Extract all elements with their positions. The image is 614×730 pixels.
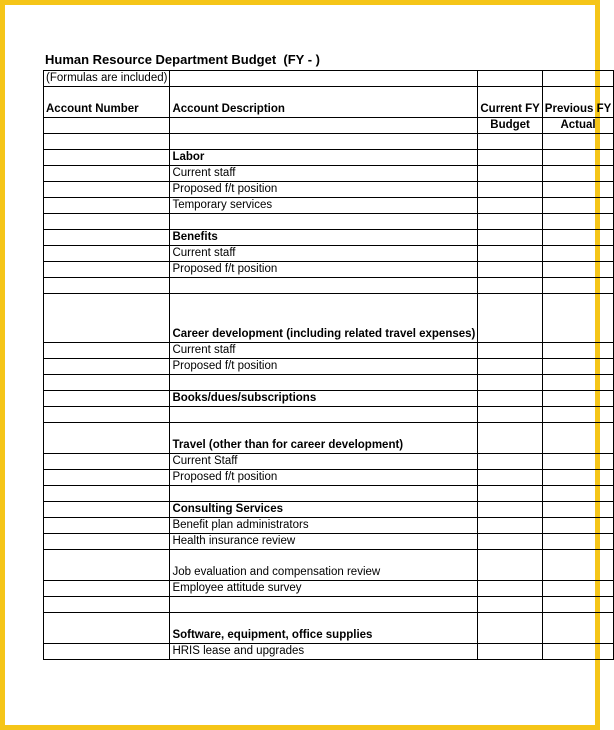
cell[interactable]	[44, 597, 170, 613]
table-row	[44, 278, 614, 294]
cell[interactable]	[478, 407, 542, 423]
cell[interactable]	[44, 644, 170, 660]
cell[interactable]	[478, 470, 542, 486]
cell[interactable]	[478, 278, 542, 294]
cell[interactable]	[44, 359, 170, 375]
cell[interactable]	[44, 118, 170, 134]
formulas-note[interactable]: (Formulas are included)	[44, 71, 170, 87]
cell[interactable]	[44, 550, 170, 581]
header-row	[44, 118, 614, 134]
cell[interactable]	[542, 294, 613, 343]
cell[interactable]	[44, 278, 170, 294]
table-row	[44, 581, 614, 597]
table-row	[44, 71, 614, 87]
cell[interactable]	[542, 391, 613, 407]
section-travel-label: Travel (other than for career development)	[172, 439, 404, 451]
table-row	[44, 359, 614, 375]
cell[interactable]	[478, 502, 542, 518]
cell[interactable]	[44, 423, 170, 454]
section-row	[44, 423, 614, 454]
cell[interactable]	[542, 134, 613, 150]
document-title: Human Resource Department Budget (FY - )	[45, 52, 320, 67]
table-row	[44, 166, 614, 182]
cell[interactable]	[44, 534, 170, 550]
cell[interactable]	[542, 230, 613, 246]
cell[interactable]	[542, 71, 613, 87]
table-row	[44, 486, 614, 502]
cell[interactable]	[542, 150, 613, 166]
cell[interactable]	[478, 454, 542, 470]
cell[interactable]	[542, 550, 613, 581]
cell[interactable]	[542, 581, 613, 597]
cell[interactable]	[542, 534, 613, 550]
cell[interactable]	[44, 198, 170, 214]
table-row	[44, 407, 614, 423]
cell[interactable]	[478, 375, 542, 391]
item-consulting-health[interactable]: Health insurance review	[170, 534, 478, 550]
cell[interactable]	[542, 407, 613, 423]
section-row	[44, 502, 614, 518]
item-benefits-proposed[interactable]: Proposed f/t position	[170, 262, 478, 278]
table-row	[44, 262, 614, 278]
header-budget: Budget	[478, 118, 542, 134]
cell[interactable]	[542, 166, 613, 182]
cell[interactable]	[478, 262, 542, 278]
cell[interactable]	[44, 486, 170, 502]
cell[interactable]	[44, 262, 170, 278]
section-consulting[interactable]: Consulting Services	[170, 502, 478, 518]
table-row	[44, 454, 614, 470]
cell[interactable]	[542, 182, 613, 198]
cell[interactable]	[44, 375, 170, 391]
cell[interactable]	[542, 454, 613, 470]
cell[interactable]	[478, 359, 542, 375]
header-row	[44, 87, 614, 118]
cell[interactable]	[478, 613, 542, 644]
cell[interactable]	[478, 534, 542, 550]
item-travel-proposed[interactable]: Proposed f/t position	[170, 470, 478, 486]
section-row	[44, 294, 614, 343]
cell[interactable]	[44, 502, 170, 518]
cell[interactable]	[542, 470, 613, 486]
table-row	[44, 134, 614, 150]
table-row	[44, 343, 614, 359]
cell[interactable]	[44, 182, 170, 198]
section-row	[44, 391, 614, 407]
item-consulting-benefit-plan[interactable]: Benefit plan administrators	[170, 518, 478, 534]
cell[interactable]	[478, 550, 542, 581]
cell[interactable]	[542, 343, 613, 359]
cell[interactable]	[478, 391, 542, 407]
cell[interactable]	[542, 486, 613, 502]
cell[interactable]	[170, 71, 478, 87]
cell[interactable]	[542, 423, 613, 454]
cell[interactable]	[170, 278, 478, 294]
cell[interactable]	[170, 407, 478, 423]
cell[interactable]	[542, 359, 613, 375]
cell[interactable]	[478, 246, 542, 262]
cell[interactable]	[44, 470, 170, 486]
section-row	[44, 150, 614, 166]
cell[interactable]	[542, 613, 613, 644]
budget-table	[43, 70, 614, 660]
cell[interactable]	[478, 71, 542, 87]
cell[interactable]	[478, 230, 542, 246]
table-row	[44, 214, 614, 230]
cell[interactable]	[44, 166, 170, 182]
cell[interactable]	[478, 343, 542, 359]
table-row	[44, 375, 614, 391]
cell[interactable]	[44, 134, 170, 150]
table-row	[44, 198, 614, 214]
cell[interactable]	[478, 294, 542, 343]
cell[interactable]	[170, 375, 478, 391]
cell[interactable]	[170, 214, 478, 230]
cell[interactable]	[478, 134, 542, 150]
cell[interactable]	[170, 486, 478, 502]
cell[interactable]	[44, 454, 170, 470]
cell[interactable]	[478, 198, 542, 214]
cell[interactable]	[542, 518, 613, 534]
cell[interactable]	[478, 518, 542, 534]
header-actual: Actual	[542, 118, 613, 134]
table-row	[44, 534, 614, 550]
cell[interactable]	[44, 246, 170, 262]
cell[interactable]	[44, 230, 170, 246]
cell[interactable]	[478, 486, 542, 502]
cell[interactable]	[542, 375, 613, 391]
table-row	[44, 644, 614, 660]
cell[interactable]	[44, 518, 170, 534]
section-software-label: Software, equipment, office supplies	[172, 629, 373, 641]
section-books[interactable]	[170, 391, 478, 407]
cell[interactable]	[478, 150, 542, 166]
cell[interactable]	[44, 581, 170, 597]
header-previous-fy: Previous FY	[542, 87, 613, 118]
cell[interactable]	[542, 597, 613, 613]
section-books-label: Books/dues/subscriptions	[172, 392, 317, 404]
item-benefits-current-staff[interactable]: Current staff	[170, 246, 478, 262]
cell[interactable]	[478, 166, 542, 182]
table-row	[44, 182, 614, 198]
item-consulting-job-eval-label: Job evaluation and compensation review	[172, 566, 381, 578]
cell[interactable]	[542, 502, 613, 518]
cell[interactable]	[478, 182, 542, 198]
item-labor-temporary[interactable]: Temporary services	[170, 198, 478, 214]
section-row	[44, 230, 614, 246]
cell[interactable]	[170, 118, 478, 134]
section-travel[interactable]	[170, 423, 478, 454]
item-career-proposed[interactable]: Proposed f/t position	[170, 359, 478, 375]
item-labor-current-staff[interactable]: Current staff	[170, 166, 478, 182]
cell[interactable]	[542, 644, 613, 660]
header-account-description: Account Description	[170, 87, 478, 118]
cell[interactable]	[478, 597, 542, 613]
cell[interactable]	[44, 407, 170, 423]
cell[interactable]	[478, 644, 542, 660]
section-software[interactable]	[170, 613, 478, 644]
cell[interactable]	[44, 214, 170, 230]
section-row	[44, 613, 614, 644]
cell[interactable]	[478, 214, 542, 230]
cell[interactable]	[44, 391, 170, 407]
table-row	[44, 246, 614, 262]
section-benefits[interactable]: Benefits	[170, 230, 478, 246]
table-row	[44, 550, 614, 581]
item-labor-proposed[interactable]: Proposed f/t position	[170, 182, 478, 198]
item-career-current-staff[interactable]: Current staff	[170, 343, 478, 359]
item-consulting-attitude[interactable]: Employee attitude survey	[170, 581, 478, 597]
cell[interactable]	[170, 134, 478, 150]
cell[interactable]	[478, 423, 542, 454]
cell[interactable]	[542, 278, 613, 294]
section-labor[interactable]: Labor	[170, 150, 478, 166]
cell[interactable]	[478, 581, 542, 597]
cell[interactable]	[44, 613, 170, 644]
header-current-fy: Current FY	[478, 87, 542, 118]
cell[interactable]	[170, 597, 478, 613]
cell[interactable]	[542, 198, 613, 214]
cell[interactable]	[542, 262, 613, 278]
item-travel-current-staff[interactable]: Current Staff	[170, 454, 478, 470]
item-consulting-job-eval[interactable]	[170, 550, 478, 581]
section-career-label: Career development (including related travel expenses)	[172, 328, 476, 340]
cell[interactable]	[44, 294, 170, 343]
header-account-number: Account Number	[44, 87, 170, 118]
table-row	[44, 470, 614, 486]
item-software-hris[interactable]: HRIS lease and upgrades	[170, 644, 478, 660]
cell[interactable]	[44, 150, 170, 166]
table-row	[44, 518, 614, 534]
section-career[interactable]	[170, 294, 478, 343]
cell[interactable]	[542, 214, 613, 230]
cell[interactable]	[44, 343, 170, 359]
table-row	[44, 597, 614, 613]
cell[interactable]	[542, 246, 613, 262]
